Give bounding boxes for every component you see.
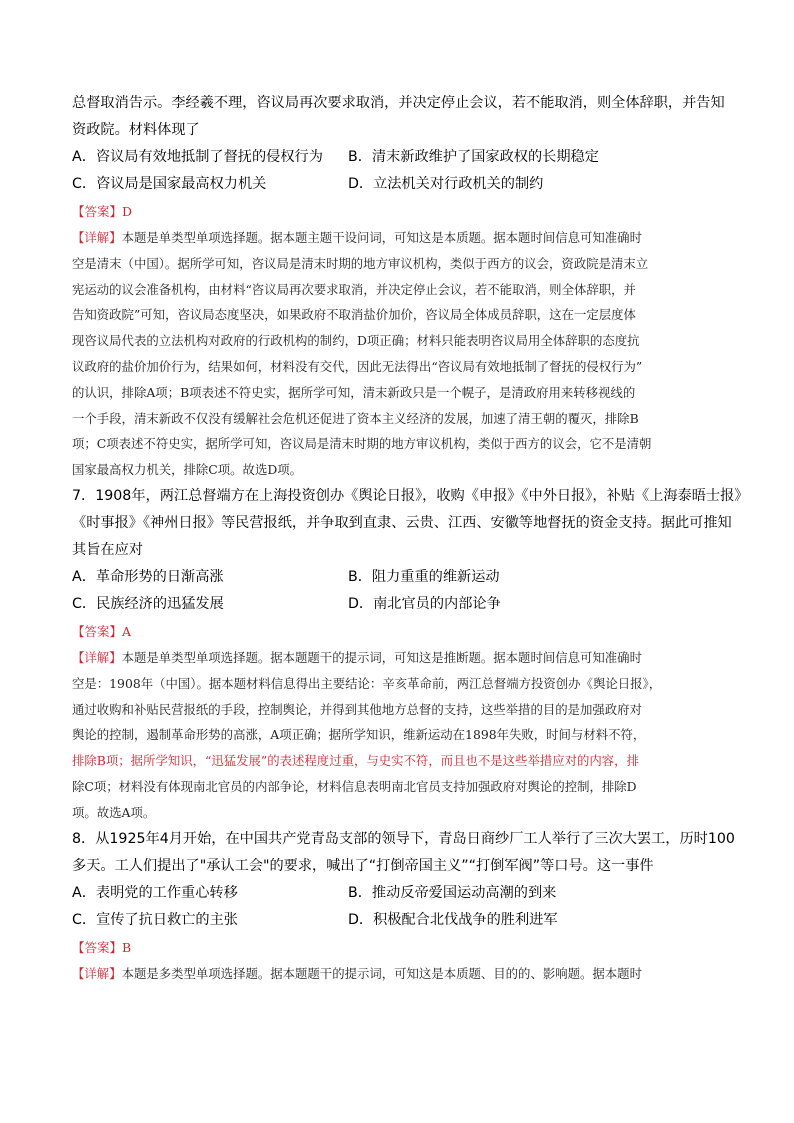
options-row xyxy=(72,880,722,907)
options-row xyxy=(72,144,722,171)
detail-line: 空是清末（中国）。据所学可知，咨议局是清末时期的地方审议机构，类似于西方的议会，资政院是清末立 xyxy=(72,255,649,271)
detail-line: 本题是多类型单项选择题。据本题题干的提示词，可知这是本质题、目的的、影响题。据本题时 xyxy=(121,965,642,981)
detail-line: 的认识，排除A项；B项表述不符史实，据所学可知，清末新政只是一个幌子，是清政府用来转移视线的 xyxy=(72,384,636,400)
option-c: C．宣传了抗日救亡的主张 xyxy=(72,911,238,928)
detail-line: 排除B项；据所学知识，“迅猛发展”的表述程度过重，与史实不符，而且也不是这些举措应对的内容，排 xyxy=(72,753,639,769)
detail-explanation xyxy=(72,645,722,826)
question-7 xyxy=(72,483,749,826)
question-stem-line: 多天。工人们提出了"承认工会"的要求，喊出了“打倒帝国主义”“打倒军阀”等口号。这一事件 xyxy=(72,857,654,874)
detail-line: 宪运动的议会准备机构，由材料“咨议局再次要求取消，并决定停止会议，若不能取消，则全体辞职，并 xyxy=(72,281,636,297)
answer-label: 【答案】D xyxy=(72,204,133,219)
detail-line: 项；C项表述不符史实，据所学可知，咨议局是清末时期的地方审议机构，类似于西方的议会，它不是清朝 xyxy=(72,436,652,452)
detail-tag: 【详解】 xyxy=(72,649,122,665)
document-page xyxy=(72,90,749,986)
detail-line: 告知资政院”可知，咨议局态度坚决，如果政府不取消盐价加价，咨议局全体成员辞职，这在一定层度体 xyxy=(72,307,636,323)
detail-explanation xyxy=(72,225,722,483)
detail-line: 本题是单类型单项选择题。据本题题干的提示词，可知这是推断题。据本题时间信息可知准确时 xyxy=(121,649,642,665)
detail-line: 现咨议局代表的立法机构对政府的行政机构的制约，D项正确；材料只能表明咨议局用全体辞职的态度抗 xyxy=(72,333,640,349)
detail-tag: 【详解】 xyxy=(72,965,122,981)
option-d: D．南北官员的内部论争 xyxy=(348,595,501,612)
question-stem-line: 《时事报》《神州日报》等民营报纸，并争取到直隶、云贵、江西、安徽等地督抚的资金支持。据此可推知 xyxy=(72,514,732,531)
question-stem-line: 7．1908年，两江总督端方在上海投资创办《舆论日报》，收购《申报》《中外日报》，补贴《上海泰晤士报》 xyxy=(72,487,749,504)
options-row xyxy=(72,171,722,198)
option-d: D．立法机关对行政机关的制约 xyxy=(348,176,544,192)
option-b: B．清末新政维护了国家政权的长期稳定 xyxy=(348,149,599,165)
option-a: A．表明党的工作重心转移 xyxy=(72,884,238,901)
answer-label: 【答案】B xyxy=(72,939,132,955)
option-b: B．推动反帝爱国运动高潮的到来 xyxy=(348,884,557,901)
detail-line: 本题是单类型单项选择题。据本题主题干设问词，可知这是本质题。据本题时间信息可知准确时 xyxy=(121,230,642,245)
question-stem-line: 总督取消告示。李经羲不理，咨议局再次要求取消，并决定停止会议，若不能取消，则全体辞职，并告知 xyxy=(72,95,725,111)
options-row xyxy=(72,907,722,934)
detail-line: 除C项；材料没有体现南北官员的内部争论，材料信息表明南北官员支持加强政府对舆论的控制，排除D xyxy=(72,778,637,794)
option-a: A．咨议局有效地抵制了督抚的侵权行为 xyxy=(72,149,323,165)
detail-line: 舆论的控制，遏制革命形势的高涨，A项正确；据所学知识，维新运动在1898年失败，时间与材料不符， xyxy=(72,727,646,743)
detail-explanation xyxy=(72,961,722,987)
options-row xyxy=(72,564,722,591)
question-stem-line: 其旨在应对 xyxy=(72,541,143,558)
detail-line: 一个手段，清末新政不仅没有缓解社会危机还促进了资本主义经济的发展，加速了清王朝的覆灭，排除B xyxy=(72,410,639,426)
options-row xyxy=(72,591,722,618)
question-6 xyxy=(72,90,725,483)
question-stem-line: 资政院。材料体现了 xyxy=(72,122,200,138)
detail-line: 国家最高权力机关，排除C项。故选D项。 xyxy=(72,462,303,478)
detail-line: 议政府的盐价加价行为，结果如何，材料没有交代，因此无法得出“咨议局有效地抵制了督抚的侵权行为” xyxy=(72,358,643,374)
detail-tag: 【详解】 xyxy=(72,230,122,245)
detail-line: 空是：1908年（中国）。据本题材料信息得出主要结论：辛亥革命前，两江总督端方投资创办《舆论日报》， xyxy=(72,675,662,691)
option-a: A．革命形势的日渐高涨 xyxy=(72,568,224,585)
question-stem-line: 8．从1925年4月开始，在中国共产党青岛支部的领导下，青岛日商纱厂工人举行了三次大罢工，历时100 xyxy=(72,830,735,847)
option-c: C．民族经济的迅猛发展 xyxy=(72,595,224,612)
detail-line: 项。故选A项。 xyxy=(72,804,156,820)
option-d: D．积极配合北伐战争的胜利进军 xyxy=(348,911,558,928)
detail-line: 通过收购和补贴民营报纸的手段，控制舆论，并得到其他地方总督的支持，这些举措的目的是加强政府对 xyxy=(72,701,642,717)
option-b: B．阻力重重的维新运动 xyxy=(348,568,500,585)
option-c: C．咨议局是国家最高权力机关 xyxy=(72,176,267,192)
answer-label: 【答案】A xyxy=(72,623,132,639)
question-8 xyxy=(72,826,735,987)
